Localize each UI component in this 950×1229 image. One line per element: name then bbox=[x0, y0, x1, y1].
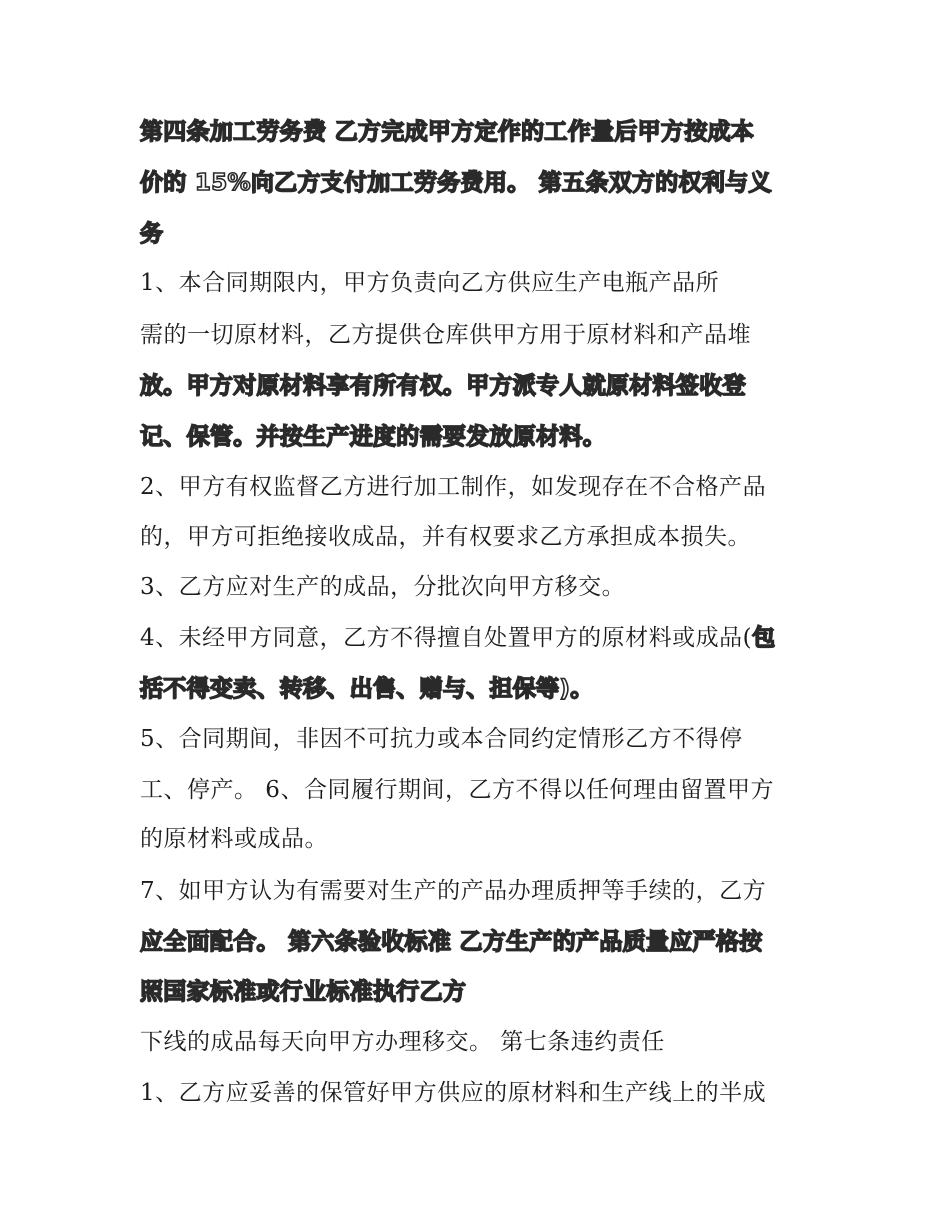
text-line-10: 3、乙方应对生产的成品，分批次向甲方移交。 bbox=[140, 574, 626, 600]
text-line-7: 记、保管。并按生产进度的需要发放原材料。 bbox=[140, 424, 606, 450]
text-line-12: 括不得变卖、转移、出售、赠与、担保等)。 bbox=[140, 676, 594, 702]
text-line-5: 需的一切原材料，乙方提供仓库供甲方用于原材料和产品堆 bbox=[140, 322, 751, 348]
text-line-11 bbox=[140, 623, 775, 653]
text-line-13: 5、合同期间，非因不可抗力或本合同约定情形乙方不得停 bbox=[140, 726, 743, 752]
text-line-16: 7、如甲方认为有需要对生产的产品办理质押等手续的，乙方 bbox=[140, 878, 767, 904]
text-line-1: 第四条加工劳务费 乙方完成甲方定作的工作量后甲方按成本 bbox=[140, 119, 755, 145]
text-line-17: 应全面配合。 第六条验收标准 乙方生产的产品质量应严格按 bbox=[140, 929, 763, 955]
text-line-14: 工、停产。 6、合同履行期间，乙方不得以任何理由留置甲方 bbox=[140, 777, 774, 803]
text-line-9: 的，甲方可拒绝接收成品，并有权要求乙方承担成本损失。 bbox=[140, 524, 751, 550]
text-line-8: 2、甲方有权监督乙方进行加工制作，如发现存在不合格产品 bbox=[140, 474, 767, 500]
text-line-20: 1、乙方应妥善的保管好甲方供应的原材料和生产线上的半成 bbox=[140, 1080, 767, 1106]
text-line-11-main: 4、未经甲方同意，乙方不得擅自处置甲方的原材料或成品( bbox=[140, 625, 753, 651]
text-line-4: 1、本合同期限内，甲方负责向乙方供应生产电瓶产品所 bbox=[140, 270, 720, 296]
text-line-19: 下线的成品每天向甲方办理移交。 第七条违约责任 bbox=[140, 1029, 665, 1055]
text-line-2: 价的 15%向乙方支付加工劳务费用。 第五条双方的权利与义 bbox=[140, 170, 772, 196]
text-line-6: 放。甲方对原材料享有所有权。甲方派专人就原材料签收登 bbox=[140, 373, 746, 399]
text-line-11-tail: 包 bbox=[752, 625, 776, 651]
text-line-3: 务 bbox=[140, 221, 164, 247]
text-line-18: 照国家标准或行业标准执行乙方 bbox=[140, 979, 467, 1005]
text-line-15: 的原材料或成品。 bbox=[140, 826, 328, 852]
